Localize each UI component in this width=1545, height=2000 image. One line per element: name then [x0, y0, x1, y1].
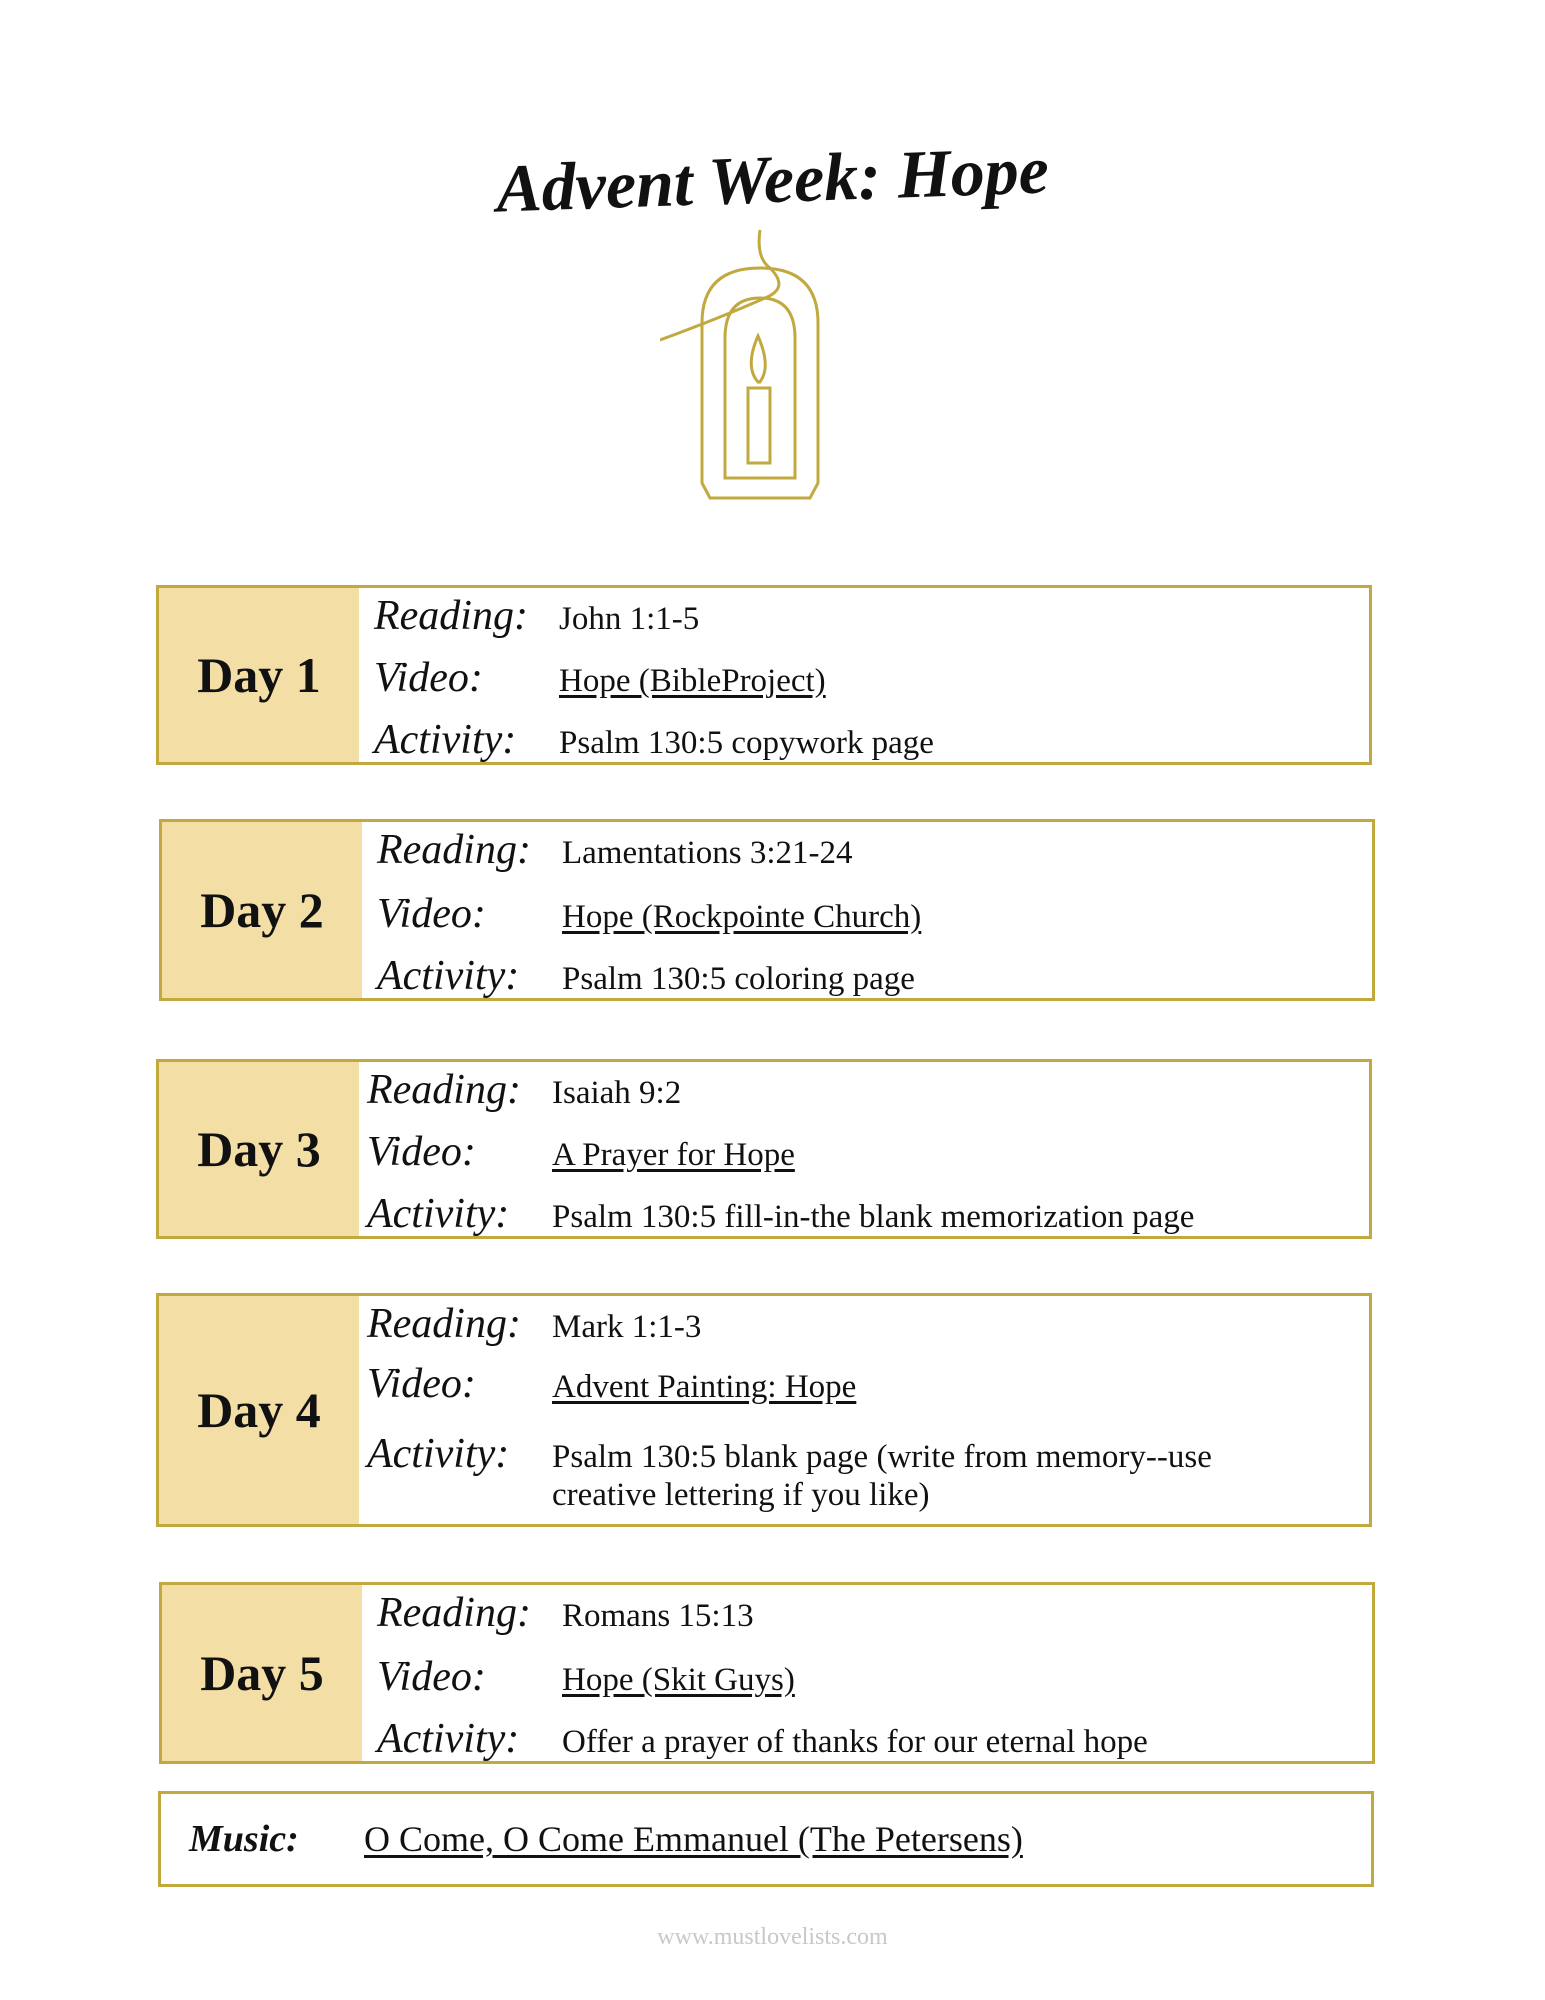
- activity-label: Activity:: [367, 1431, 510, 1477]
- music-label: Music:: [189, 1818, 299, 1860]
- day-label: Day 1: [197, 647, 321, 703]
- video-label: Video:: [367, 1129, 476, 1175]
- day-4-card: [156, 1293, 1372, 1527]
- activity-label: Activity:: [377, 953, 520, 999]
- day-label: Day 3: [197, 1121, 321, 1177]
- video-link[interactable]: Hope (Skit Guys): [562, 1662, 795, 1698]
- video-label: Video:: [367, 1361, 476, 1407]
- activity-value: Psalm 130:5 fill-in-the blank memorization page: [552, 1199, 1195, 1235]
- video-label: Video:: [377, 1654, 486, 1700]
- reading-value: Romans 15:13: [562, 1598, 754, 1634]
- day-1-card: [156, 585, 1372, 765]
- activity-label: Activity:: [367, 1191, 510, 1237]
- day-label: Day 2: [200, 882, 324, 938]
- activity-value: Psalm 130:5 blank page (write from memory--use creative lettering if you like): [552, 1439, 1212, 1513]
- reading-label: Reading:: [374, 593, 528, 639]
- music-link[interactable]: O Come, O Come Emmanuel (The Petersens): [364, 1819, 1023, 1859]
- activity-label: Activity:: [374, 717, 517, 763]
- video-label: Video:: [377, 891, 486, 937]
- video-link[interactable]: Hope (BibleProject): [559, 663, 826, 699]
- video-label: Video:: [374, 655, 483, 701]
- reading-value: Isaiah 9:2: [552, 1075, 682, 1111]
- activity-value: Offer a prayer of thanks for our eternal hope: [562, 1724, 1148, 1760]
- day-2-card: [159, 819, 1375, 1001]
- footer-url: www.mustlovelists.com: [657, 1924, 888, 1950]
- reading-value: John 1:1-5: [559, 601, 700, 637]
- reading-value: Mark 1:1-3: [552, 1309, 702, 1345]
- reading-label: Reading:: [367, 1067, 521, 1113]
- reading-label: Reading:: [377, 1590, 531, 1636]
- day-5-card: [159, 1582, 1375, 1764]
- reading-label: Reading:: [367, 1301, 521, 1347]
- day-label: Day 5: [200, 1645, 324, 1701]
- video-link[interactable]: A Prayer for Hope: [552, 1137, 795, 1173]
- reading-value: Lamentations 3:21-24: [562, 835, 853, 871]
- activity-value: Psalm 130:5 copywork page: [559, 725, 934, 761]
- day-3-card: [156, 1059, 1372, 1239]
- activity-value: Psalm 130:5 coloring page: [562, 961, 915, 997]
- video-link[interactable]: Advent Painting: Hope: [552, 1369, 857, 1405]
- candle-icon: [660, 228, 860, 510]
- day-label: Day 4: [197, 1382, 321, 1438]
- music-card: [158, 1791, 1374, 1887]
- page-title: Advent Week: Hope: [494, 131, 1050, 227]
- reading-label: Reading:: [377, 827, 531, 873]
- video-link[interactable]: Hope (Rockpointe Church): [562, 899, 922, 935]
- activity-label: Activity:: [377, 1716, 520, 1762]
